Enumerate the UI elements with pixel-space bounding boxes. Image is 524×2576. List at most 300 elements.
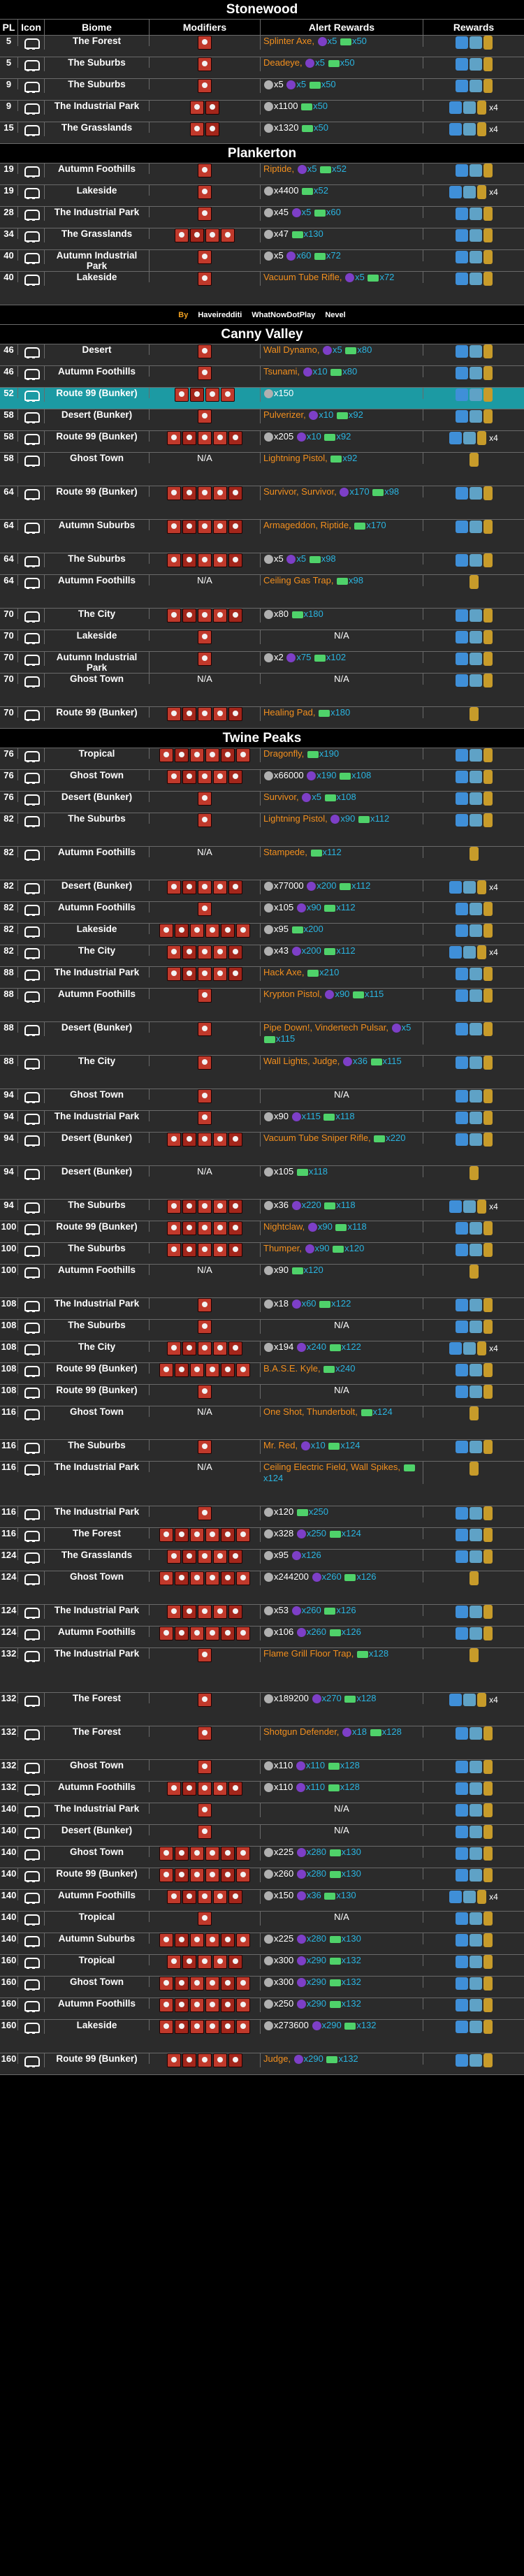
table-row[interactable] — [0, 1385, 524, 1406]
table-row[interactable] — [0, 453, 524, 486]
table-row[interactable] — [0, 57, 524, 79]
biome-name: The City — [45, 1341, 150, 1352]
power-level: 140 — [0, 1847, 18, 1857]
table-row[interactable] — [0, 250, 524, 272]
rewards-icons — [470, 453, 479, 467]
alert-item: x47 — [274, 228, 291, 239]
vbucks-icon — [340, 883, 351, 890]
vbucks-icon — [330, 2001, 341, 2008]
biome-name: The Suburbs — [45, 57, 150, 68]
biome-icon-cell — [18, 1627, 45, 1640]
xp-icon — [308, 1223, 317, 1232]
power-level: 82 — [0, 902, 18, 912]
alert-amount: x124 — [372, 1406, 393, 1417]
biome-name: Lakeside — [45, 272, 150, 282]
biome-icon — [22, 813, 41, 827]
biome-icon-cell — [18, 1571, 45, 1585]
alert-rewards-cell — [261, 1089, 423, 1100]
schematic-icon — [456, 792, 468, 805]
modifier-icon — [221, 748, 235, 762]
rewards-icons — [456, 924, 493, 938]
table-row[interactable] — [0, 847, 524, 880]
vbucks-icon — [353, 991, 364, 998]
table-row[interactable] — [0, 1760, 524, 1782]
modifier-icon — [236, 1571, 250, 1585]
table-row[interactable] — [0, 101, 524, 122]
alert-item: Survivor, — [263, 792, 302, 802]
table-row[interactable] — [0, 366, 524, 388]
alert-rewards-cell — [261, 1726, 423, 1738]
xp-icon — [292, 947, 301, 956]
power-level: 82 — [0, 880, 18, 891]
xp-icon — [343, 1057, 352, 1066]
alert-rewards-cell — [261, 1648, 423, 1659]
header-modifiers: Modifiers — [150, 20, 261, 35]
alert-amount: x170 — [366, 520, 386, 530]
gold-bar-icon — [483, 57, 493, 71]
table-row[interactable] — [0, 674, 524, 707]
table-row[interactable] — [0, 1912, 524, 1933]
alert-item: x194 — [274, 1341, 296, 1352]
biome-name: Autumn Foothills — [45, 847, 150, 857]
table-row[interactable] — [0, 1803, 524, 1825]
table-row[interactable] — [0, 989, 524, 1022]
biome-icon-cell — [18, 792, 45, 806]
table-row[interactable] — [0, 813, 524, 847]
alert-text — [263, 1571, 377, 1582]
modifier-icon — [228, 1550, 242, 1564]
alert-rewards-cell — [261, 880, 423, 892]
alert-rewards-cell — [261, 122, 423, 133]
table-row[interactable] — [0, 575, 524, 609]
biome-icon-cell — [18, 1760, 45, 1774]
vbucks-icon — [357, 1651, 368, 1658]
alert-item: x36 — [274, 1200, 291, 1210]
table-row[interactable] — [0, 79, 524, 101]
table-row[interactable] — [0, 1056, 524, 1089]
xp-icon — [286, 80, 296, 89]
xp-icon — [297, 903, 306, 912]
alert-amount: x210 — [319, 967, 340, 977]
table-row[interactable] — [0, 770, 524, 792]
reward-multiplier: x4 — [489, 187, 498, 197]
alert-rewards-cell — [261, 101, 423, 112]
table-row[interactable] — [0, 1111, 524, 1133]
table-row[interactable] — [0, 1341, 524, 1363]
modifier-icon — [190, 1998, 204, 2012]
schematic-icon — [456, 771, 468, 783]
vbucks-icon — [320, 166, 331, 173]
reward-icon — [470, 36, 482, 49]
table-row[interactable] — [0, 967, 524, 989]
table-row[interactable] — [0, 630, 524, 652]
reward-icon — [470, 251, 482, 263]
table-row[interactable] — [0, 902, 524, 924]
modifier-icon — [228, 707, 242, 721]
vbucks-icon — [297, 1169, 308, 1176]
power-level: 28 — [0, 207, 18, 217]
table-row[interactable] — [0, 924, 524, 945]
biome-icon-cell — [18, 880, 45, 894]
rewards-cell — [423, 880, 524, 894]
table-row[interactable] — [0, 1089, 524, 1111]
table-row[interactable] — [0, 1977, 524, 1998]
material-icon — [264, 1300, 273, 1309]
alert-amount: x98 — [384, 486, 400, 497]
alert-rewards-cell — [261, 813, 423, 824]
modifiers-cell — [150, 79, 261, 93]
xp-icon — [330, 815, 340, 824]
alert-rewards-cell — [261, 1825, 423, 1836]
alert-text: N/A — [334, 674, 349, 684]
reward-icon — [463, 101, 476, 114]
alert-amount: x72 — [379, 272, 395, 282]
alert-text — [263, 250, 341, 261]
alert-amount: x5 — [355, 272, 367, 282]
material-icon — [264, 1529, 273, 1538]
table-row[interactable] — [0, 1221, 524, 1243]
table-row[interactable] — [0, 1506, 524, 1528]
table-row[interactable] — [0, 1363, 524, 1385]
biome-icon — [22, 1506, 41, 1520]
rewards-cell — [423, 1726, 524, 1740]
table-row[interactable] — [0, 1022, 524, 1056]
alert-amount: x120 — [303, 1265, 323, 1275]
alert-rewards-cell — [261, 945, 423, 956]
xp-icon — [340, 488, 349, 497]
gold-bar-icon — [483, 344, 493, 358]
alert-item: Ceiling Gas Trap, — [263, 575, 337, 585]
rewards-icons — [456, 630, 493, 644]
modifier-icon — [175, 924, 189, 938]
reward-icon — [470, 1782, 482, 1795]
table-row[interactable] — [0, 1868, 524, 1890]
biome-name: Ghost Town — [45, 770, 150, 780]
table-row[interactable] — [0, 1462, 524, 1506]
rewards-icons — [470, 1571, 479, 1585]
alert-rewards-cell — [261, 344, 423, 356]
vbucks-icon — [330, 1849, 341, 1856]
biome-icon — [22, 1868, 41, 1882]
alert-item: Riptide, — [263, 163, 297, 174]
table-row[interactable] — [0, 553, 524, 575]
table-row[interactable] — [0, 1440, 524, 1462]
table-row[interactable] — [0, 1726, 524, 1760]
table-row[interactable] — [0, 1243, 524, 1265]
table-row[interactable] — [0, 707, 524, 729]
modifier-icon — [198, 1440, 212, 1454]
biome-name: Autumn Foothills — [45, 1782, 150, 1792]
modifier-icon — [198, 36, 212, 50]
modifier-icon — [228, 1782, 242, 1796]
modifier-icon — [159, 1868, 173, 1882]
table-row[interactable] — [0, 207, 524, 228]
biome-name: The Forest — [45, 36, 150, 46]
table-row[interactable] — [0, 945, 524, 967]
table-row[interactable] — [0, 1825, 524, 1847]
alert-item: Pulverizer, — [263, 409, 309, 420]
reward-icon — [470, 631, 482, 643]
rewards-icons — [456, 1955, 493, 1969]
table-row[interactable] — [0, 609, 524, 630]
modifiers-cell — [150, 1243, 261, 1257]
vbucks-icon — [324, 905, 335, 912]
alert-rewards-cell — [261, 1341, 423, 1353]
modifier-icon — [198, 57, 212, 71]
modifier-icon — [213, 945, 227, 959]
biome-icon — [22, 1056, 41, 1070]
material-icon — [264, 882, 273, 891]
rewards-cell — [423, 630, 524, 644]
biome-icon-cell — [18, 1825, 45, 1839]
table-row[interactable] — [0, 1571, 524, 1605]
modifier-icon — [198, 344, 212, 358]
schematic-icon — [456, 367, 468, 379]
table-row[interactable] — [0, 792, 524, 813]
biome-name: Desert (Bunker) — [45, 792, 150, 802]
alert-amount: x108 — [351, 770, 372, 780]
biome-name: Route 99 (Bunker) — [45, 431, 150, 442]
table-row[interactable] — [0, 2053, 524, 2075]
alert-rewards-cell — [261, 1022, 423, 1045]
biome-icon — [22, 1320, 41, 1334]
table-row[interactable] — [0, 748, 524, 770]
rewards-icons — [456, 1320, 493, 1334]
table-row[interactable] — [0, 1320, 524, 1341]
alert-item: Healing Pad, — [263, 707, 319, 718]
alert-rewards-cell — [261, 1868, 423, 1879]
alert-item: x90 — [274, 1111, 291, 1121]
table-row[interactable] — [0, 520, 524, 553]
biome-name: The City — [45, 945, 150, 956]
header-pl: PL — [0, 20, 18, 35]
modifier-icon — [167, 1550, 181, 1564]
vbucks-icon — [330, 369, 342, 376]
modifiers-cell — [150, 1782, 261, 1796]
vbucks-icon — [367, 275, 379, 282]
table-row[interactable] — [0, 880, 524, 902]
modifiers-cell — [150, 1998, 261, 2012]
alert-item: x120 — [274, 1506, 296, 1517]
table-row[interactable] — [0, 431, 524, 453]
material-icon — [264, 903, 273, 912]
table-row[interactable] — [0, 1605, 524, 1627]
vbucks-icon — [337, 578, 348, 585]
modifiers-na: N/A — [197, 1462, 212, 1472]
xp-icon — [294, 2055, 303, 2064]
table-row[interactable] — [0, 1406, 524, 1440]
biome-icon — [22, 57, 41, 71]
alert-item: Flame Grill Floor Trap, — [263, 1648, 356, 1659]
modifier-icon — [182, 945, 196, 959]
alert-amount: x240 — [306, 1341, 329, 1352]
modifier-icon — [236, 1998, 250, 2012]
rewards-icons — [456, 1998, 493, 2012]
table-row[interactable] — [0, 388, 524, 409]
table-row[interactable] — [0, 1782, 524, 1803]
modifier-icon — [198, 1341, 212, 1355]
modifier-icon — [182, 2053, 196, 2067]
vbucks-icon — [323, 1114, 335, 1121]
table-row[interactable] — [0, 486, 524, 520]
alert-rewards-cell — [261, 1111, 423, 1122]
table-row[interactable] — [0, 1693, 524, 1726]
gold-bar-icon — [483, 924, 493, 938]
reward-icon — [470, 1804, 482, 1817]
table-row[interactable] — [0, 652, 524, 674]
power-level: 140 — [0, 1890, 18, 1900]
table-row[interactable] — [0, 122, 524, 144]
biome-name: Ghost Town — [45, 453, 150, 463]
modifiers-cell — [150, 366, 261, 380]
schematic-icon — [449, 881, 462, 894]
modifier-icon — [175, 228, 189, 242]
rewards-cell — [423, 272, 524, 286]
biome-icon — [22, 1022, 41, 1036]
alert-item: x225 — [274, 1847, 296, 1857]
table-row[interactable] — [0, 1933, 524, 1955]
xp-icon — [297, 1343, 306, 1352]
schematic-icon — [456, 1912, 468, 1925]
alert-item: x53 — [274, 1605, 291, 1615]
table-row[interactable] — [0, 1133, 524, 1166]
xp-icon — [301, 1441, 310, 1450]
alert-text — [263, 1847, 361, 1858]
alert-amount: x260 — [306, 1627, 329, 1637]
table-row[interactable] — [0, 1528, 524, 1550]
power-level: 40 — [0, 250, 18, 261]
modifier-icon — [167, 431, 181, 445]
vbucks-icon — [330, 1629, 341, 1636]
rewards-icons — [456, 1933, 493, 1947]
rewards-cell — [423, 1868, 524, 1882]
table-header — [0, 20, 524, 36]
table-row[interactable] — [0, 1847, 524, 1868]
alert-text — [263, 1528, 361, 1539]
modifier-icon — [167, 2053, 181, 2067]
schematic-icon — [456, 164, 468, 177]
modifier-icon — [213, 1955, 227, 1969]
biome-name: The City — [45, 1056, 150, 1066]
modifier-icon — [190, 1847, 204, 1861]
gold-bar-icon — [477, 945, 486, 959]
vbucks-icon — [328, 1443, 340, 1450]
modifiers-cell — [150, 2020, 261, 2034]
table-row[interactable] — [0, 272, 524, 305]
reward-multiplier: x4 — [489, 947, 498, 957]
reward-icon — [470, 2054, 482, 2067]
power-level: 82 — [0, 924, 18, 934]
alert-rewards-cell — [261, 1506, 423, 1518]
table-row[interactable] — [0, 2020, 524, 2053]
table-row[interactable] — [0, 1265, 524, 1298]
table-row[interactable] — [0, 185, 524, 207]
table-row[interactable] — [0, 1200, 524, 1221]
alert-text — [263, 431, 351, 442]
table-row[interactable] — [0, 409, 524, 431]
modifier-icon — [182, 1605, 196, 1619]
schematic-icon — [456, 1550, 468, 1563]
biome-icon-cell — [18, 1890, 45, 1904]
reward-icon — [470, 1934, 482, 1946]
schematic-icon — [456, 1761, 468, 1773]
power-level: 132 — [0, 1760, 18, 1770]
alert-text — [263, 967, 339, 978]
gold-bar-icon — [477, 1200, 486, 1214]
table-row[interactable] — [0, 1166, 524, 1200]
vbucks-icon — [324, 1893, 335, 1900]
table-row[interactable] — [0, 36, 524, 57]
vbucks-icon — [319, 1301, 330, 1308]
rewards-cell — [423, 1627, 524, 1640]
power-level: 100 — [0, 1243, 18, 1253]
table-row[interactable] — [0, 1648, 524, 1693]
alert-rewards-cell — [261, 1265, 423, 1276]
biome-icon-cell — [18, 1955, 45, 1969]
table-row[interactable] — [0, 1298, 524, 1320]
biome-icon — [22, 1977, 41, 1991]
biome-name: Autumn Foothills — [45, 1627, 150, 1637]
rewards-icons — [456, 553, 493, 567]
power-level: 94 — [0, 1111, 18, 1121]
modifiers-cell — [150, 1056, 261, 1070]
modifier-icon — [198, 79, 212, 93]
biome-icon-cell — [18, 1089, 45, 1103]
alert-item: x225 — [274, 1933, 296, 1944]
power-level: 140 — [0, 1825, 18, 1835]
xp-icon — [297, 2000, 306, 2009]
table-row[interactable] — [0, 1550, 524, 1571]
biome-icon — [22, 1627, 41, 1640]
biome-name: Autumn Foothills — [45, 902, 150, 912]
alert-rewards-cell — [261, 1056, 423, 1067]
modifier-icon — [198, 770, 212, 784]
rewards-cell — [423, 770, 524, 784]
table-row[interactable] — [0, 1890, 524, 1912]
modifiers-cell — [150, 1506, 261, 1520]
modifier-icon — [198, 989, 212, 1003]
table-row[interactable] — [0, 1955, 524, 1977]
alert-amount: x60 — [296, 250, 314, 261]
reward-multiplier: x4 — [489, 433, 498, 443]
table-row[interactable] — [0, 1627, 524, 1648]
alert-amount: x290 — [321, 2020, 344, 2030]
credit-banner — [0, 305, 524, 325]
modifiers-cell — [150, 185, 261, 199]
reward-icon — [470, 771, 482, 783]
alert-item: Wall Lights, Judge, — [263, 1056, 342, 1066]
biome-name: Ghost Town — [45, 1571, 150, 1582]
biome-icon-cell — [18, 674, 45, 687]
header-alert-rewards: Alert Rewards — [261, 20, 423, 35]
table-row[interactable] — [0, 1998, 524, 2020]
schematic-icon — [456, 1529, 468, 1541]
table-row[interactable] — [0, 163, 524, 185]
modifiers-cell — [150, 1440, 261, 1454]
biome-icon-cell — [18, 486, 45, 500]
header-rewards: Rewards — [453, 22, 495, 33]
power-level: 124 — [0, 1571, 18, 1582]
modifiers-cell — [150, 792, 261, 806]
xp-icon — [309, 411, 318, 420]
rewards-icons — [456, 2053, 493, 2067]
biome-name: Route 99 (Bunker) — [45, 707, 150, 718]
table-row[interactable] — [0, 344, 524, 366]
alert-item: x250 — [274, 1998, 296, 2009]
material-icon — [264, 432, 273, 442]
biome-name: The Industrial Park — [45, 1506, 150, 1517]
table-row[interactable] — [0, 228, 524, 250]
